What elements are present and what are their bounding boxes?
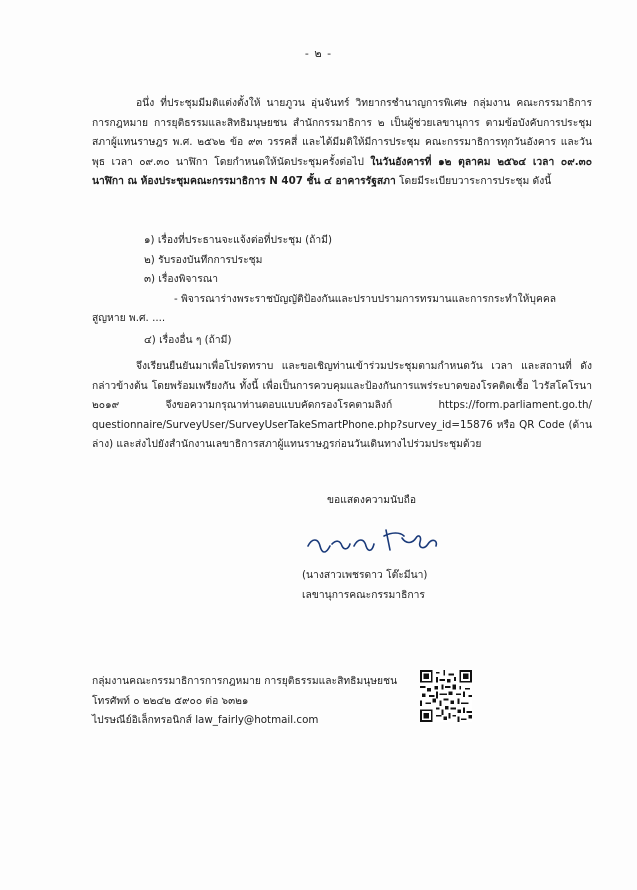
paragraph2-line-1: จึงเรียนยืนยันมาเพื่อโปรดทราบ และขอเชิญท่านเข้าร่วมประชุมตามกำหนดวัน เวลา และสถานที่: [136, 360, 572, 372]
agenda-item-2: ๒) รับรองบันทึกการประชุม: [144, 253, 263, 266]
agenda-intro: โดยมีระเบียบวาระการประชุม ดังนี้: [399, 175, 552, 187]
paragraph-invitation: [92, 357, 592, 455]
closing-salutation: ขอแสดงความนับถือ: [327, 494, 417, 506]
paragraph1-line-1: อนึ่ง ที่ประชุมมีมติแต่งตั้งให้ นายภูวน อุ่นจันทร์ วิทยากรชำนาญการพิเศษ กลุ่มงาน: [136, 97, 511, 109]
agenda-item-1: ๑) เรื่องที่ประธานจะแจ้งต่อที่ประชุม (ถ้ามี): [144, 234, 332, 246]
qr-code-icon[interactable]: [420, 670, 472, 722]
agenda-item-3-sub: - พิจารณาร่างพระราชบัญญัติป้องกันและปราบปรามการทรมานและการกระทำให้บุคคล: [174, 292, 557, 305]
agenda-item-4: ๔) เรื่องอื่น ๆ (ถ้ามี): [144, 333, 232, 346]
agenda-item-3: ๓) เรื่องพิจารณา: [144, 273, 219, 285]
footer-department: กลุ่มงานคณะกรรมาธิการการกฎหมาย การยุติธรรมและสิทธิมนุษยชน: [92, 675, 398, 687]
agenda-list: [92, 231, 592, 350]
footer-email[interactable]: ไปรษณีย์อิเล็กทรอนิกส์ law_fairly@hotmail.com: [92, 714, 319, 726]
paragraph2-line-3: ไวรัสโคโรนา ๒๐๑๙ จึงขอความกรุณาท่านตอบแบบคัดกรองโรคตามลิงก์ https://form.parliament.go.th/: [92, 379, 592, 411]
signer-title: เลขานุการคณะกรรมาธิการ: [302, 589, 425, 601]
footer-phone: โทรศัพท์ ๐ ๒๒๔๒ ๕๙๐๐ ต่อ ๖๓๒๑: [92, 694, 249, 707]
paragraph1-line-2: คณะกรรมาธิการการกฎหมาย การยุติธรรมและสิทธิมนุษยชน สำนักกรรมาธิการ ๒ เป็นผู้ช่วยเลขานุการ: [92, 97, 592, 129]
paragraph-announcement: [92, 94, 592, 192]
meeting-date-line: ในวันอังคารที่ ๑๒ ตุลาคม ๒๕๖๔ เวลา ๐๙.๓๐ นาฬิกา ณ ห้องประชุมคณะกรรมาธิการ N 407 ชั้น ๔ อาคารรัฐสภา: [92, 155, 592, 187]
handwritten-signature: [300, 524, 460, 560]
paragraph2-line-5: และส่งไปยังสำนักงานเลขาธิการสภาผู้แทนราษฎรก่อนวันเดินทางไปร่วมประชุมด้วย: [116, 438, 482, 450]
agenda-item-3-sub-cont: สูญหาย พ.ศ. ....: [92, 312, 166, 324]
footer-contact: [92, 672, 397, 731]
paragraph1-line-4: คณะกรรมาธิการทุกวันอังคาร และวันพุธ เวลา ๐๙.๓๐ นาฬิกา โดยกำหนดให้นัดประชุมครั้งต่อไป: [92, 136, 592, 168]
survey-link[interactable]: questionnaire/SurveyUser/SurveyUserTakeSmartPhone.php?survey_id=15876 หรือ QR Code (ด้านล่าง): [92, 418, 592, 450]
paragraph1-line-3: ตามข้อบังคับการประชุมสภาผู้แทนราษฎร พ.ศ. ๒๕๖๒ ข้อ ๙๓ วรรคสี่ และได้มีมติให้มีการประชุม: [92, 116, 593, 148]
page-number: - ๒ -: [304, 47, 333, 60]
signer-name: (นางสาวเพชรดาว โต๊ะมีนา): [302, 569, 428, 581]
paragraph2-line-2: ดังกล่าวข้างต้น โดยพร้อมเพรียงกัน ทั้งนี้ เพื่อเป็นการควบคุมและป้องกันการแพร่ระบาดของโรคติดเชื้อ: [92, 360, 592, 392]
